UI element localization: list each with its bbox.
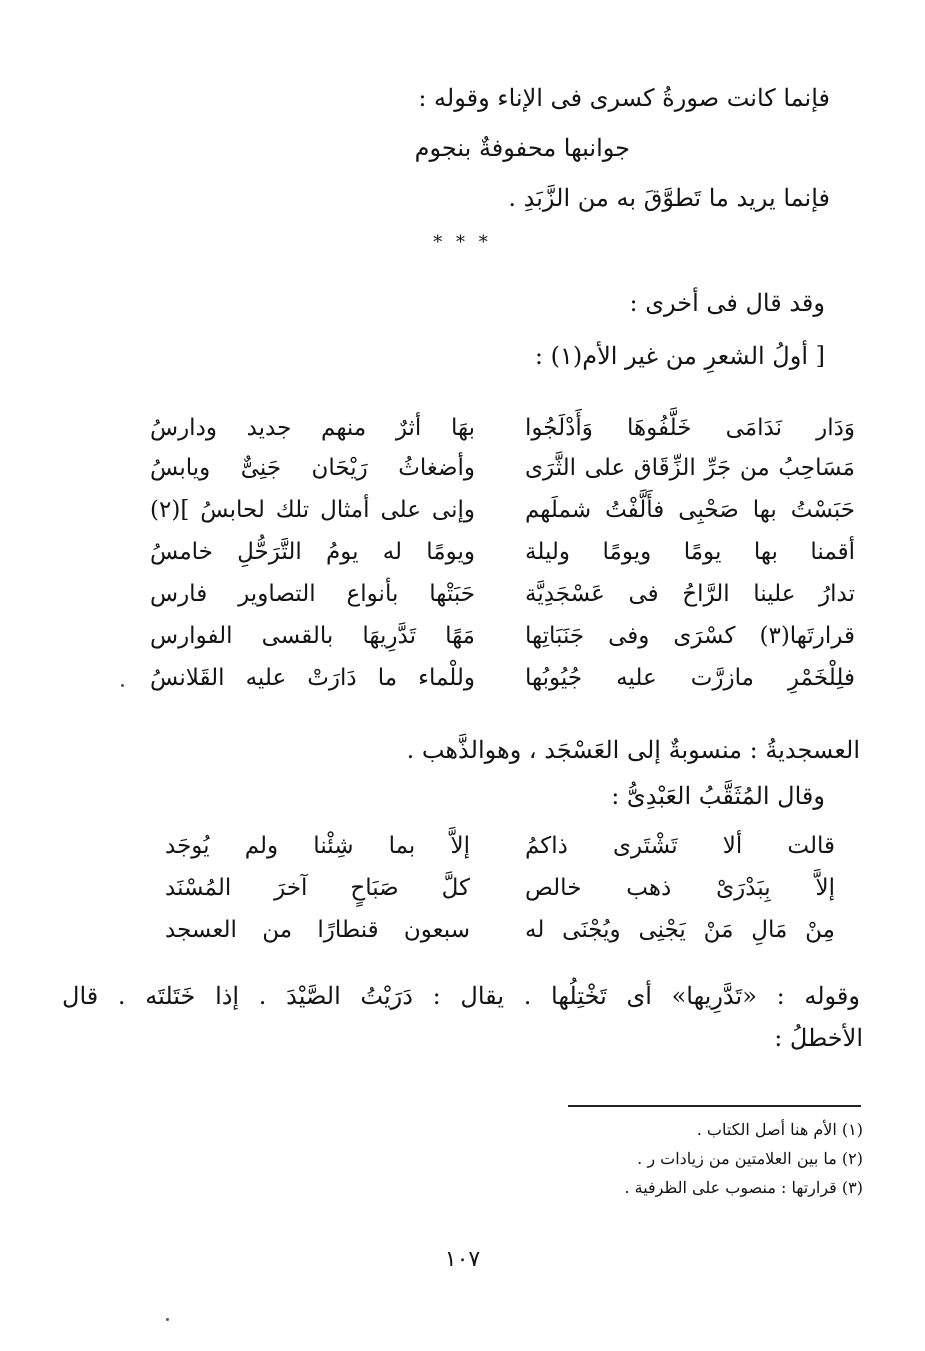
footnote: (١) الأم هنا أصل الكتاب . [696, 1120, 863, 1139]
footnote: (٣) قرارتها : منصوب على الظرفية . [624, 1178, 863, 1197]
verse-first-hemistich: تدارُ علينا الرَّاحُ فى عَسْجَدِيَّة [525, 581, 855, 607]
text-line: فإنما يريد ما تَطوَّقَ به من الزَّبَدِ . [508, 184, 830, 212]
verse-first-hemistich: قرارتَها(٣) كسْرَى وفى جَنَبَاتِها [525, 623, 855, 649]
verse-second-hemistich: سبعون قنطارًا من العسجد [165, 917, 470, 943]
verse-first-hemistich: مَسَاحِبُ من جَرِّ الزِّقَاق على الثَّرَى [525, 455, 855, 481]
verse-second-hemistich: ويومًا له يومُ التَّرَحُّلِ خامسُ [150, 539, 475, 565]
verse-second-hemistich: حَبَتْها بأنواع التصاوير فارس [150, 581, 475, 607]
text-line: فإنما كانت صورةُ كسرى فى الإناء وقوله : [418, 84, 830, 112]
verse-second-hemistich: وإنى على أمثال تلك لحابسُ ](٢) [150, 497, 475, 523]
verse-second-hemistich: مَهًا تَدَّرِيهَا بالقسى الفوارس [150, 623, 475, 649]
verse-second-hemistich: إلاَّ بما شِئْنا ولم يُوجَد [165, 833, 470, 859]
verse-second-hemistich: كلَّ صَبَاحٍ آخرَ المُسْنَد [165, 875, 470, 901]
text-line: الأخطلُ : [774, 1024, 863, 1052]
section-separator: * * * [433, 232, 492, 253]
text-line: وقد قال فى أخرى : [629, 289, 825, 317]
scan-speck [121, 684, 124, 687]
verse-quote: جوانبها محفوفةٌ بنجوم [414, 134, 630, 162]
verse-first-hemistich: وَدَار نَدَامَى خَلَّفُوهَا وَأَدْلَجُوا [525, 415, 855, 441]
text-line: وقوله : «تَدَّرِيها» أى تَخْتِلُها . يقال : دَرَيْتُ الصَّيْدَ . إذا خَتَلتَه . قال [62, 982, 860, 1010]
scan-speck [166, 1318, 169, 1321]
verse-second-hemistich: بهَا أثرٌ منهم جديد ودارسُ [150, 415, 475, 441]
footnote: (٢) ما بين العلامتين من زيادات ر . [637, 1149, 863, 1168]
footnote-divider [568, 1105, 861, 1107]
verse-first-hemistich: أقمنا بها يومًا ويومًا وليلة [525, 539, 855, 565]
verse-first-hemistich: فلِلْخَمْرِ مازرَّت عليه جُيُوبُها [525, 665, 855, 691]
page-number: ١٠٧ [444, 1247, 481, 1272]
gloss-line: العسجديةُ : منسوبةٌ إلى العَسْجَد ، وهوالذَّهب . [406, 736, 860, 764]
verse-second-hemistich: وللْماء ما دَارَتْ عليه القَلانسُ [150, 665, 475, 691]
text-line: [ أولُ الشعرِ من غير الأم(١) : [534, 342, 825, 370]
verse-first-hemistich: إلاَّ بِبَدْرَىْ ذهب خالص [525, 875, 835, 901]
verse-first-hemistich: قالت ألا تَشْتَرى ذاكمُ [525, 833, 835, 859]
verse-first-hemistich: مِنْ مَالِ مَنْ يَجْنِى ويُجْنَى له [525, 917, 835, 943]
verse-first-hemistich: حَبَسْتُ بها صَحْبِى فأَلَّفْتُ شملَهم [525, 497, 855, 523]
text-line: وقال المُثَقَّبُ العَبْدِىُّ : [611, 782, 825, 810]
verse-second-hemistich: وأضغاثُ رَيْحَان جَنِىٌّ ويابسُ [150, 455, 475, 481]
